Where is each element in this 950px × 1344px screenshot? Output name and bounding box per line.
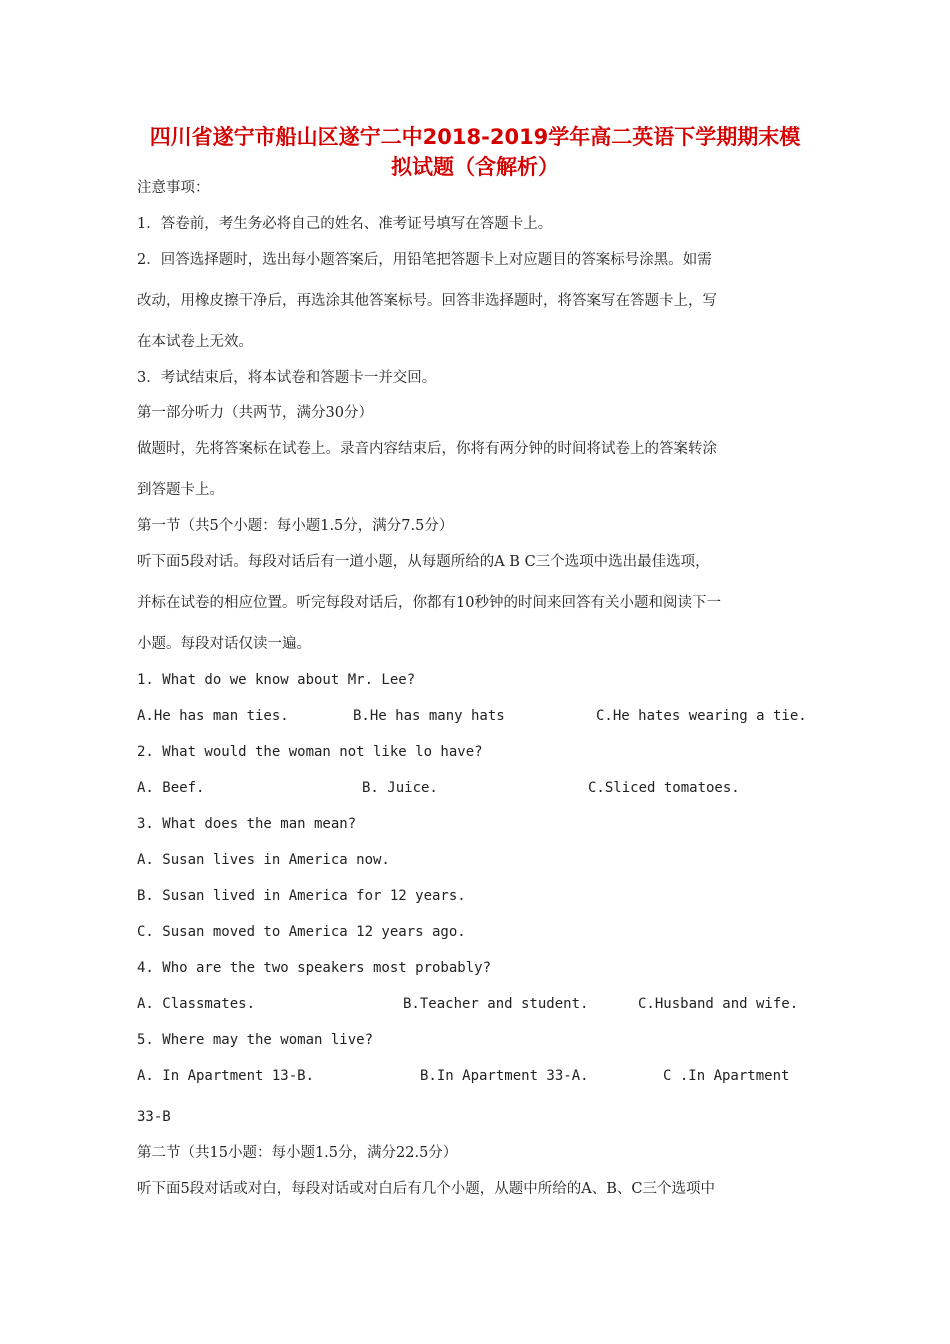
notice-item-2-line1: 2．回答选择题时，选出每小题答案后，用铅笔把答题卡上对应题目的答案标号涂黑。如需 bbox=[137, 252, 712, 268]
notice-item-2-line3: 在本试卷上无效。 bbox=[137, 334, 253, 350]
question-3-option-a: A. Susan lives in America now. bbox=[137, 852, 390, 868]
question-3-option-b: B. Susan lived in America for 12 years. bbox=[137, 888, 466, 904]
question-4-option-a: A. Classmates. bbox=[137, 996, 256, 1012]
question-5-option-c-continued: 33-B bbox=[137, 1109, 171, 1125]
section1-instruction-line2: 并标在试卷的相应位置。听完每段对话后，你都有10秒钟的时间来回答有关小题和阅读下一 bbox=[137, 595, 721, 611]
notice-item-1: 1．答卷前，考生务必将自己的姓名、准考证号填写在答题卡上。 bbox=[137, 216, 553, 232]
section1-heading: 第一节（共5个小题：每小题1.5分，满分7.5分） bbox=[137, 518, 454, 534]
question-1-option-a: A.He has man ties. bbox=[137, 708, 289, 724]
section1-instruction-line3: 小题。每段对话仅读一遍。 bbox=[137, 636, 311, 652]
question-5-option-b: B.In Apartment 33-A. bbox=[420, 1068, 589, 1084]
document-title-line2: 拟试题（含解析） bbox=[391, 155, 559, 179]
question-2-option-c: C.Sliced tomatoes. bbox=[588, 780, 740, 796]
section2-instruction-line1: 听下面5段对话或对白，每段对话或对白后有几个小题，从题中所给的A、B、C三个选项中 bbox=[137, 1181, 715, 1197]
question-1-option-b: B.He has many hats bbox=[353, 708, 505, 724]
question-3-option-c: C. Susan moved to America 12 years ago. bbox=[137, 924, 466, 940]
part1-instruction-line1: 做题时，先将答案标在试卷上。录音内容结束后，你将有两分钟的时间将试卷上的答案转涂 bbox=[137, 441, 717, 457]
question-5-stem: 5. Where may the woman live? bbox=[137, 1032, 374, 1048]
question-5-option-c: C .In Apartment bbox=[663, 1068, 790, 1084]
notice-item-3: 3．考试结束后，将本试卷和答题卡一并交回。 bbox=[137, 370, 437, 386]
question-2-stem: 2. What would the woman not like lo have? bbox=[137, 744, 483, 760]
question-4-option-b: B.Teacher and student. bbox=[403, 996, 589, 1012]
question-4-stem: 4. Who are the two speakers most probably? bbox=[137, 960, 492, 976]
section2-heading: 第二节（共15小题：每小题1.5分，满分22.5分） bbox=[137, 1145, 458, 1161]
question-2-option-b: B. Juice. bbox=[362, 780, 438, 796]
part1-instruction-line2: 到答题卡上。 bbox=[137, 482, 224, 498]
document-title-line1: 四川省遂宁市船山区遂宁二中2018-2019学年高二英语下学期期末模 bbox=[149, 125, 801, 149]
notice-heading: 注意事项： bbox=[137, 180, 210, 196]
question-1-option-c: C.He hates wearing a tie. bbox=[596, 708, 807, 724]
part1-heading: 第一部分听力（共两节，满分30分） bbox=[137, 405, 373, 421]
question-2-option-a: A. Beef. bbox=[137, 780, 205, 796]
question-3-stem: 3. What does the man mean? bbox=[137, 816, 357, 832]
section1-instruction-line1: 听下面5段对话。每段对话后有一道小题，从每题所给的A B C三个选项中选出最佳选项， bbox=[137, 554, 710, 570]
question-1-stem: 1. What do we know about Mr. Lee? bbox=[137, 672, 416, 688]
question-4-option-c: C.Husband and wife. bbox=[638, 996, 799, 1012]
notice-item-2-line2: 改动，用橡皮擦干净后，再选涂其他答案标号。回答非选择题时，将答案写在答题卡上，写 bbox=[137, 293, 717, 309]
question-5-option-a: A. In Apartment 13-B. bbox=[137, 1068, 315, 1084]
